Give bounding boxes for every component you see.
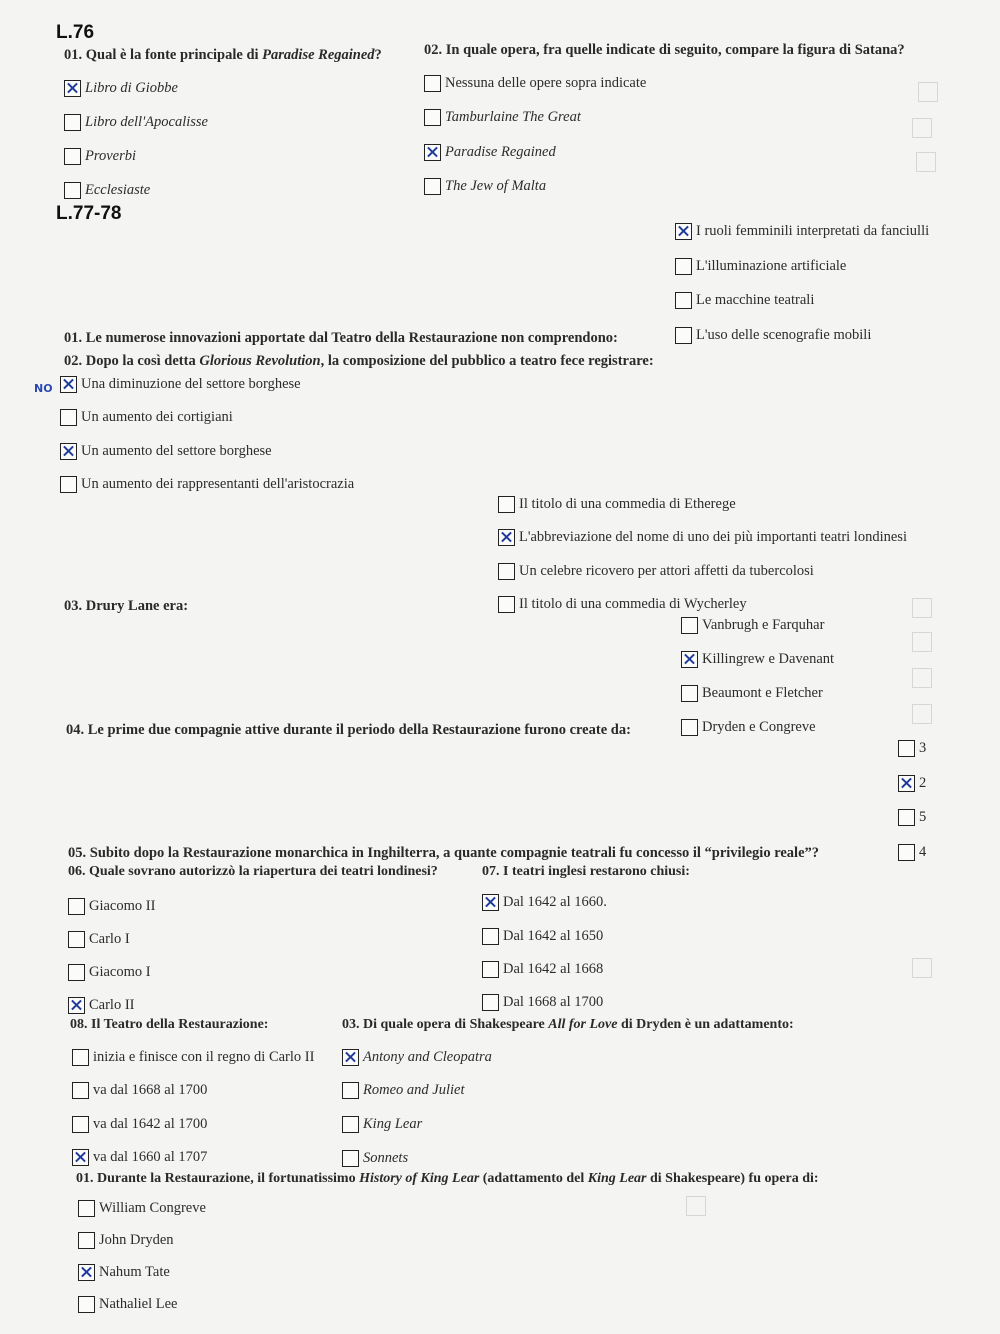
option-aumento-aristocrazia[interactable]: Un aumento dei rappresentanti dell'aristocrazia [60,476,354,493]
checkbox[interactable] [68,964,85,981]
checkbox[interactable] [424,109,441,126]
checkbox-checked[interactable] [482,894,499,911]
option-john-dryden[interactable]: John Dryden [78,1232,174,1249]
option-abbreviazione-teatri[interactable]: L'abbreviazione del nome di uno dei più importanti teatri londinesi [498,529,907,546]
checkbox[interactable] [898,740,915,757]
option-1668-1700[interactable]: Dal 1668 al 1700 [482,994,603,1011]
option-william-congreve[interactable]: William Congreve [78,1200,206,1217]
show-through-mark [912,668,932,688]
option-illuminazione[interactable]: L'illuminazione artificiale [675,258,846,275]
option-libro-di-giobbe[interactable]: Libro di Giobbe [64,80,178,97]
show-through-mark [686,1196,706,1216]
checkbox[interactable] [342,1116,359,1133]
option-aumento-borghese[interactable]: Un aumento del settore borghese [60,443,272,460]
question-01-innovazioni: 01. Le numerose innovazioni apportate dal Teatro della Restaurazione non comprendono: [64,330,618,346]
question-l76-01: 01. Qual è la fonte principale di Paradise Regained? [64,47,382,63]
question-l76-02: 02. In quale opera, fra quelle indicate di seguito, compare la figura di Satana? [424,42,905,58]
option-romeo-juliet[interactable]: Romeo and Juliet [342,1082,464,1099]
checkbox[interactable] [72,1082,89,1099]
show-through-mark [912,118,932,138]
question-04-compagnie: 04. Le prime due compagnie attive durante il periodo della Restaurazione furono create da: [66,722,631,738]
option-sonnets[interactable]: Sonnets [342,1150,408,1167]
option-nathaliel-lee[interactable]: Nathaliel Lee [78,1296,178,1313]
checkbox-checked[interactable] [675,223,692,240]
checkbox-checked[interactable] [60,376,77,393]
option-3[interactable]: 3 [898,740,926,757]
option-nahum-tate[interactable]: Nahum Tate [78,1264,170,1281]
checkbox-checked[interactable] [64,80,81,97]
question-03-all-for-love: 03. Di quale opera di Shakespeare All for Love di Dryden è un adattamento: [342,1017,794,1032]
checkbox-checked[interactable] [60,443,77,460]
checkbox[interactable] [498,563,515,580]
option-ecclesiaste[interactable]: Ecclesiaste [64,182,150,199]
section-heading-l7778: L.77-78 [56,203,122,224]
option-ricovero-attori[interactable]: Un celebre ricovero per attori affetti da tubercolosi [498,563,814,580]
option-vanbrugh-farquhar[interactable]: Vanbrugh e Farquhar [681,617,824,634]
checkbox-checked[interactable] [72,1149,89,1166]
option-1642-1700[interactable]: va dal 1642 al 1700 [72,1116,207,1133]
checkbox[interactable] [68,931,85,948]
checkbox-checked[interactable] [342,1049,359,1066]
checkbox[interactable] [898,844,915,861]
checkbox-checked[interactable] [681,651,698,668]
handwritten-annotation: NO [34,382,53,395]
checkbox[interactable] [64,182,81,199]
option-1642-1660[interactable]: Dal 1642 al 1660. [482,894,607,911]
option-2[interactable]: 2 [898,775,926,792]
option-libro-apocalisse[interactable]: Libro dell'Apocalisse [64,114,208,131]
option-commedia-etherege[interactable]: Il titolo di una commedia di Etherege [498,496,736,513]
option-scenografie-mobili[interactable]: L'uso delle scenografie mobili [675,327,871,344]
checkbox[interactable] [78,1296,95,1313]
option-1642-1668[interactable]: Dal 1642 al 1668 [482,961,603,978]
option-proverbi[interactable]: Proverbi [64,148,136,165]
option-antony-cleopatra[interactable]: Antony and Cleopatra [342,1049,492,1066]
show-through-mark [912,704,932,724]
checkbox[interactable] [424,178,441,195]
option-5[interactable]: 5 [898,809,926,826]
option-jew-of-malta[interactable]: The Jew of Malta [424,178,546,195]
option-nessuna[interactable]: Nessuna delle opere sopra indicate [424,75,646,92]
option-ruoli-femminili[interactable]: I ruoli femminili interpretati da fanciulli [675,223,929,240]
checkbox[interactable] [60,476,77,493]
show-through-mark [912,632,932,652]
checkbox[interactable] [898,809,915,826]
checkbox[interactable] [60,409,77,426]
checkbox[interactable] [482,961,499,978]
option-carlo-ii[interactable]: Carlo II [68,997,135,1014]
option-1642-1650[interactable]: Dal 1642 al 1650 [482,928,603,945]
option-paradise-regained[interactable]: Paradise Regained [424,144,556,161]
option-1668-1700-b[interactable]: va dal 1668 al 1700 [72,1082,207,1099]
checkbox[interactable] [68,898,85,915]
option-giacomo-i[interactable]: Giacomo I [68,964,151,981]
checkbox[interactable] [675,292,692,309]
checkbox-checked[interactable] [424,144,441,161]
checkbox[interactable] [64,148,81,165]
option-tamburlaine[interactable]: Tamburlaine The Great [424,109,581,126]
checkbox[interactable] [681,685,698,702]
option-4[interactable]: 4 [898,844,926,861]
option-giacomo-ii[interactable]: Giacomo II [68,898,155,915]
checkbox[interactable] [482,928,499,945]
option-carlo-i[interactable]: Carlo I [68,931,130,948]
checkbox[interactable] [498,496,515,513]
checkbox[interactable] [64,114,81,131]
checkbox[interactable] [675,258,692,275]
option-king-lear[interactable]: King Lear [342,1116,422,1133]
option-beaumont-fletcher[interactable]: Beaumont e Fletcher [681,685,823,702]
checkbox[interactable] [681,719,698,736]
checkbox[interactable] [78,1200,95,1217]
checkbox[interactable] [482,994,499,1011]
checkbox[interactable] [498,596,515,613]
question-02-glorious-revolution: 02. Dopo la così detta Glorious Revolution, la composizione del pubblico a teatro fece registrare: [64,353,654,369]
checkbox-checked[interactable] [68,997,85,1014]
option-aumento-cortigiani[interactable]: Un aumento dei cortigiani [60,409,233,426]
option-commedia-wycherley[interactable]: Il titolo di una commedia di Wycherley [498,596,747,613]
checkbox[interactable] [675,327,692,344]
question-06-sovrano: 06. Quale sovrano autorizzò la riapertura dei teatri londinesi? [68,864,438,879]
question-05-privilegio-reale: 05. Subito dopo la Restaurazione monarchica in Inghilterra, a quante compagnie teatrali fu concesso il “privilegio reale”? [68,845,820,861]
question-08-teatro-restaurazione: 08. Il Teatro della Restaurazione: [70,1017,269,1032]
show-through-mark [916,152,936,172]
option-dryden-congreve[interactable]: Dryden e Congreve [681,719,816,736]
option-diminuzione-borghese[interactable]: Una diminuzione del settore borghese [60,376,301,393]
show-through-mark [918,82,938,102]
question-07-teatri-chiusi: 07. I teatri inglesi restarono chiusi: [482,864,690,879]
option-1660-1707[interactable]: va dal 1660 al 1707 [72,1149,207,1166]
question-03-drury-lane: 03. Drury Lane era: [64,598,189,614]
show-through-mark [912,958,932,978]
checkbox[interactable] [72,1049,89,1066]
checkbox-checked[interactable] [78,1264,95,1281]
checkbox[interactable] [72,1116,89,1133]
checkbox[interactable] [681,617,698,634]
checkbox-checked[interactable] [498,529,515,546]
show-through-mark [912,598,932,618]
checkbox[interactable] [424,75,441,92]
section-heading-l76: L.76 [56,22,95,43]
checkbox[interactable] [78,1232,95,1249]
checkbox[interactable] [342,1150,359,1167]
checkbox[interactable] [342,1082,359,1099]
option-killingrew-davenant[interactable]: Killingrew e Davenant [681,651,834,668]
option-macchine-teatrali[interactable]: Le macchine teatrali [675,292,814,309]
option-regno-carlo-ii[interactable]: inizia e finisce con il regno di Carlo II [72,1049,314,1066]
checkbox-checked[interactable] [898,775,915,792]
question-01-history-king-lear: 01. Durante la Restaurazione, il fortunatissimo History of King Lear (adattamento del King Lear di Shakespeare) fu opera di: [76,1171,819,1186]
